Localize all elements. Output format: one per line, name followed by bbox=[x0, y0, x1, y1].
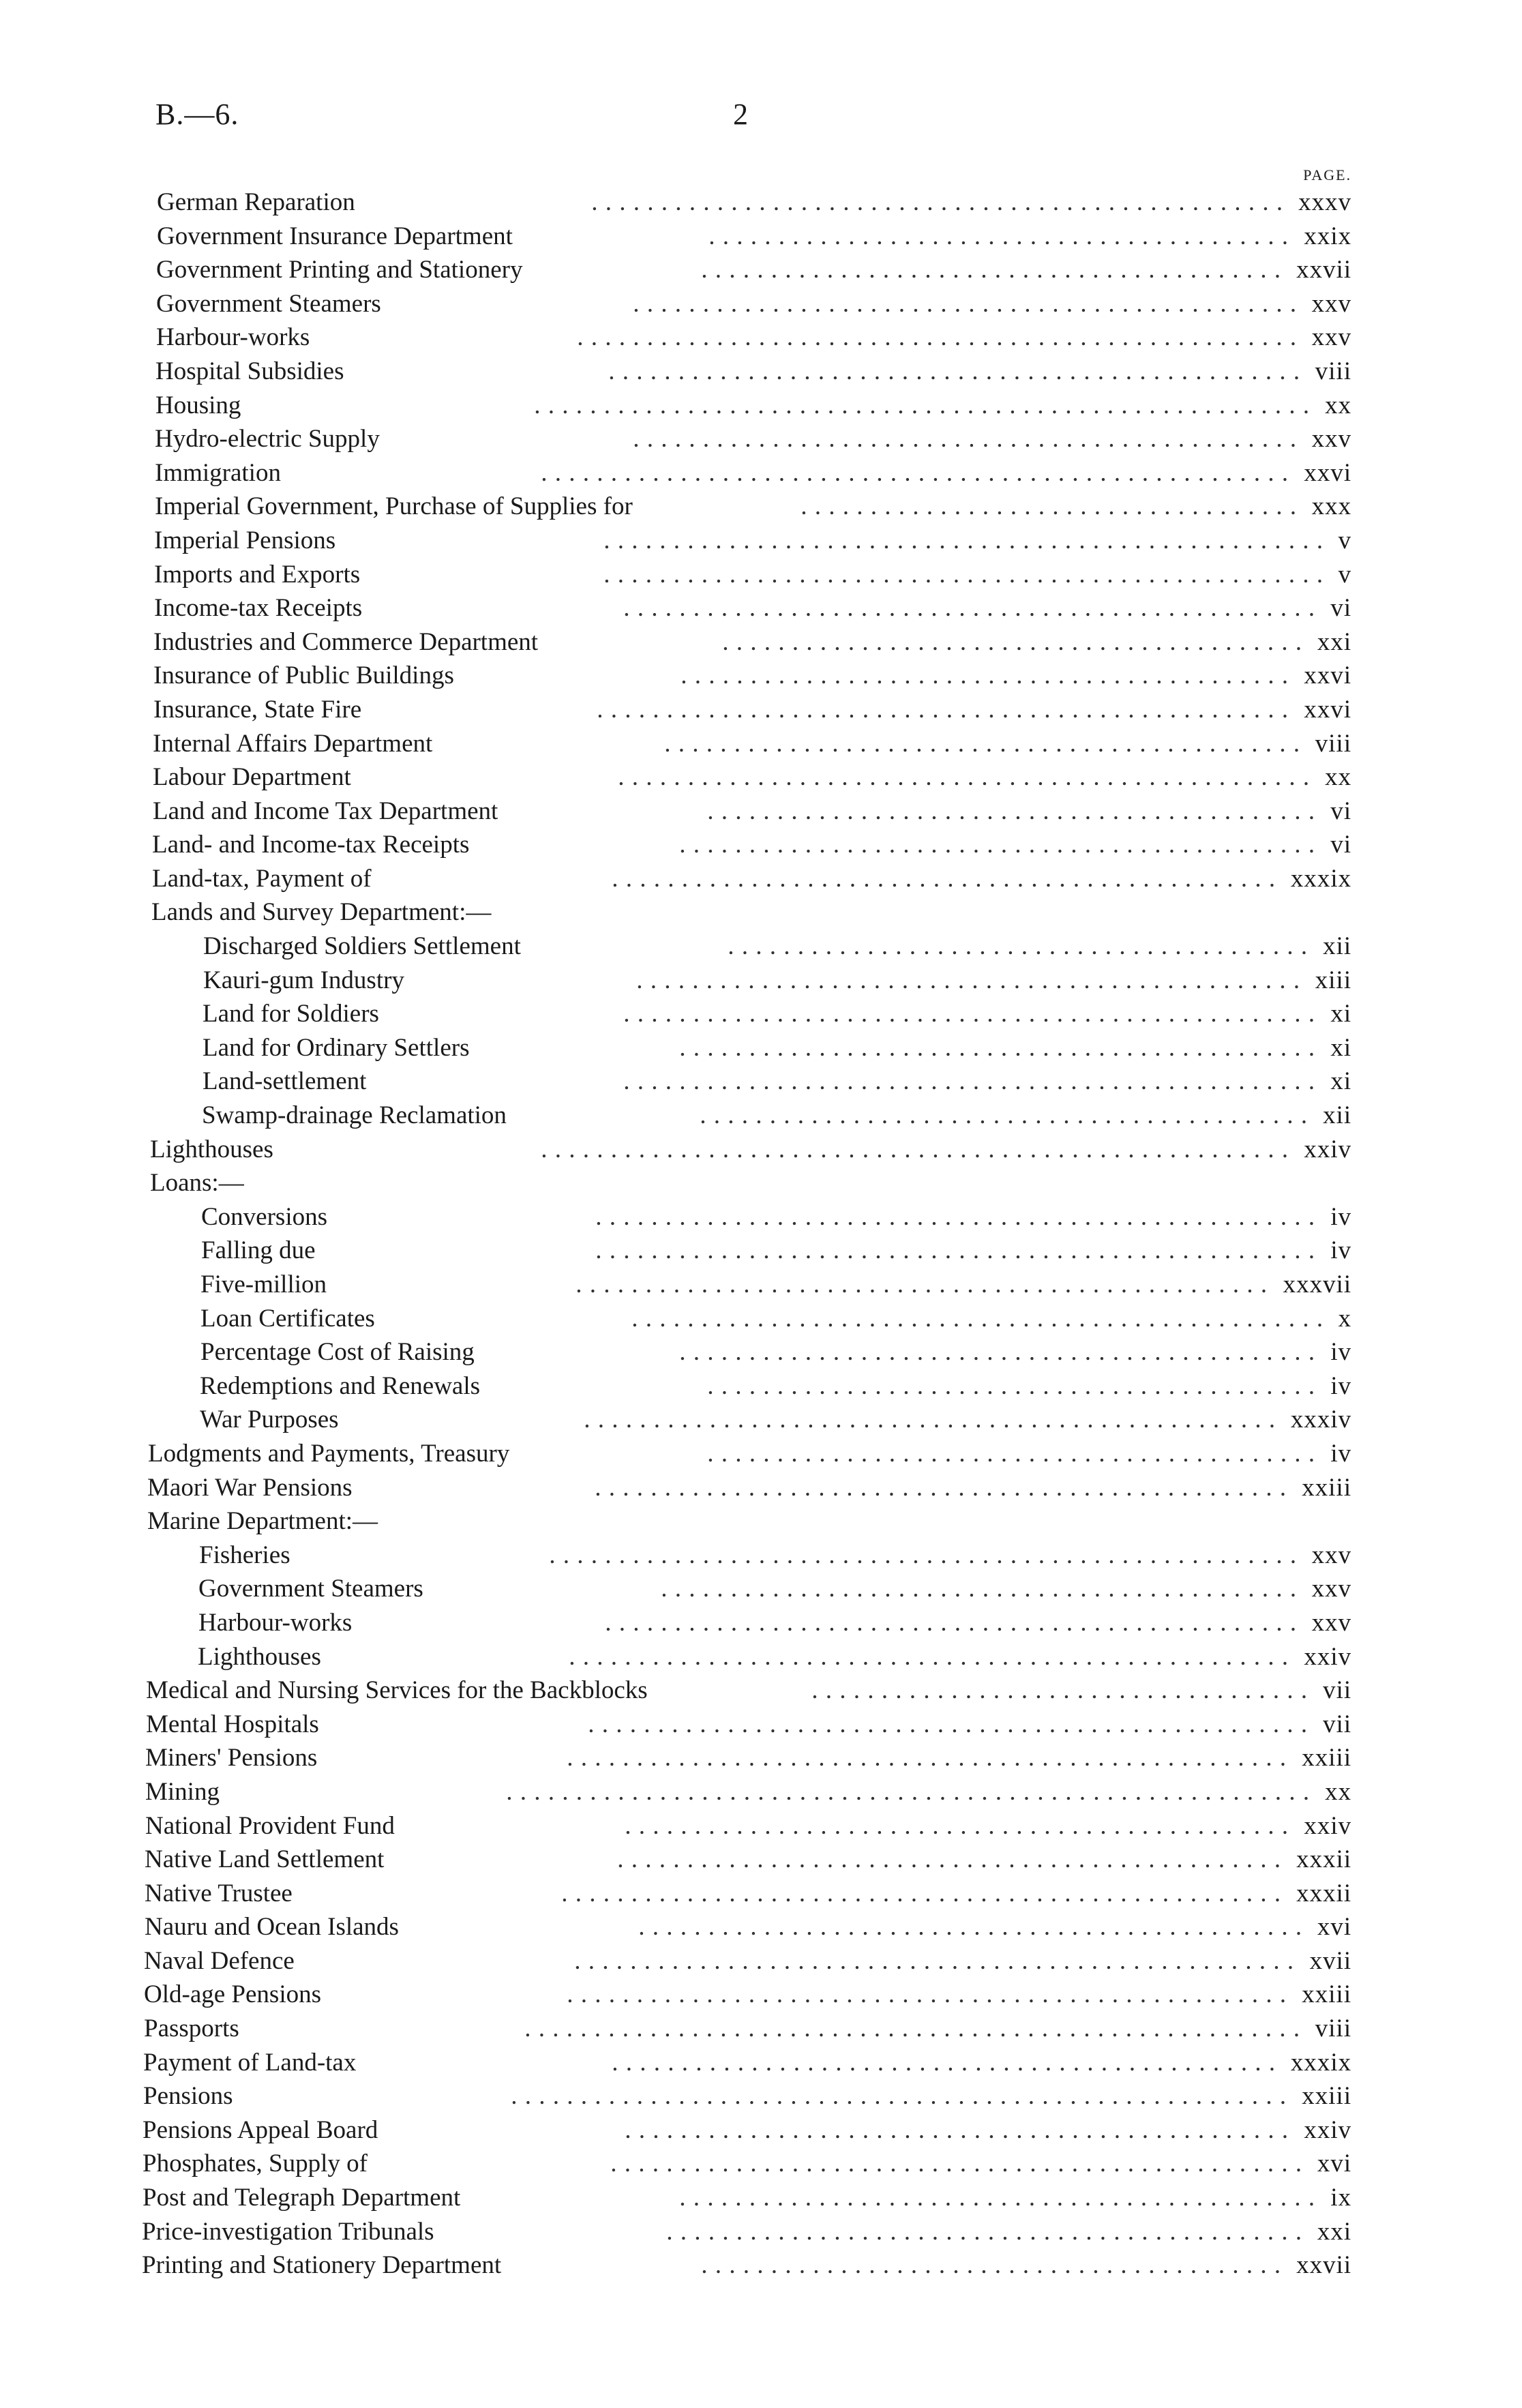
entry-label: Miners' Pensions bbox=[145, 1744, 318, 1772]
index-entry bbox=[0, 1471, 1522, 1505]
entry-page-ref: xxxix bbox=[1290, 2048, 1352, 2077]
entry-label: Native Trustee bbox=[145, 1879, 293, 1907]
entry-label: Nauru and Ocean Islands bbox=[145, 1913, 399, 1942]
dot-leader: . . . . . . . . . . . . . . . . . . . . . . . . . . . . . . . . . . . . . . . . . . . . . . . . . . bbox=[631, 1304, 1324, 1333]
index-entry bbox=[0, 1775, 1522, 1809]
dot-leader: . . . . . . . . . . . . . . . . . . . . . . . . . . . . . . . . . . . . . . . . . . . . . . . . . . bbox=[591, 188, 1283, 216]
dot-leader: . . . . . . . . . . . . . . . . . . . . . . . . . . . . . . . . . . . . . . . . . . . . . . . . . . . . . . bbox=[541, 1135, 1289, 1163]
index-entry bbox=[0, 862, 1522, 896]
entry-page-ref: xxxv bbox=[1298, 188, 1352, 216]
entry-label: Government Insurance Department bbox=[157, 222, 513, 250]
entry-page-ref: xvi bbox=[1317, 2150, 1352, 2178]
index-entry bbox=[0, 220, 1522, 254]
entry-page-ref: xi bbox=[1330, 1067, 1352, 1096]
entry-page-ref: xiii bbox=[1315, 966, 1352, 994]
entry-label: Lands and Survey Department:— bbox=[151, 898, 492, 927]
entry-label: Loans:— bbox=[150, 1169, 244, 1198]
entry-label: Mining bbox=[145, 1777, 220, 1806]
entry-page-ref: xxxii bbox=[1296, 1845, 1352, 1874]
entry-label: Hospital Subsidies bbox=[155, 357, 344, 385]
index-subentry bbox=[0, 1335, 1522, 1369]
dot-leader: . . . . . . . . . . . . . . . . . . . . . . . . . . . . . . . . . . . . bbox=[801, 492, 1297, 521]
dot-leader: . . . . . . . . . . . . . . . . . . . . . . . . . . . . . . . . . . . . . . . . . . . . . . bbox=[664, 729, 1300, 758]
dot-leader: . . . . . . . . . . . . . . . . . . . . . . . . . . . . . . . . . . . . . . . . . . . . . . . . . . bbox=[597, 695, 1289, 724]
dot-leader: . . . . . . . . . . . . . . . . . . . . . . . . . . . . . . . . . . . . . . . . . . bbox=[722, 627, 1302, 656]
index-entry bbox=[0, 2181, 1522, 2215]
dot-leader: . . . . . . . . . . . . . . . . . . . . . . . . . . . . . . . . . . . . . . . . . . . . . . . . . . . . . . . . . . bbox=[506, 1777, 1310, 1806]
index-entry bbox=[0, 2215, 1522, 2249]
entry-page-ref: xxi bbox=[1317, 2217, 1352, 2246]
entry-label: Insurance of Public Buildings bbox=[153, 662, 454, 690]
index-entry bbox=[0, 1708, 1522, 1742]
dot-leader: . . . . . . . . . . . . . . . . . . . . . . . . . . . . . . . . . . . . . . . . . . bbox=[708, 222, 1289, 250]
entry-page-ref: xxxvii bbox=[1283, 1270, 1352, 1298]
dot-leader: . . . . . . . . . . . . . . . . . . . . . . . . . . . . . . . . . . . . . . . . . . . . . . . . . . . . . . bbox=[549, 1541, 1297, 1569]
index-entry bbox=[0, 828, 1522, 862]
index-entry bbox=[0, 1504, 1522, 1539]
index-subentry bbox=[0, 1200, 1522, 1234]
document-code: B.—6. bbox=[155, 98, 239, 131]
entry-label: Lighthouses bbox=[198, 1642, 321, 1671]
dot-leader: . . . . . . . . . . . . . . . . . . . . . . . . . . . . . . . . . . . . . . . . . . . . . . . . . . bbox=[576, 1270, 1268, 1298]
entry-label: Loan Certificates bbox=[200, 1304, 375, 1333]
entry-label: Industries and Commerce Department bbox=[153, 627, 539, 656]
entry-page-ref: xii bbox=[1322, 1101, 1352, 1130]
entry-label: Phosphates, Supply of bbox=[143, 2150, 368, 2178]
entry-label: Income-tax Receipts bbox=[154, 594, 363, 623]
dot-leader: . . . . . . . . . . . . . . . . . . . . . . . . . . . . . . . . . . . . . . . . . . . . . . . . . . . . bbox=[561, 1879, 1281, 1907]
dot-leader: . . . . . . . . . . . . . . . . . . . . . . . . . . . . . . . . . . . . . . . . . . . . . . . . . . . . bbox=[603, 560, 1324, 589]
dot-leader: . . . . . . . . . . . . . . . . . . . . . . . . . . . . . . . . . . . . . . . . . . . . . . . . bbox=[638, 1913, 1302, 1942]
entry-page-ref: xxvi bbox=[1304, 458, 1352, 487]
entry-label: Land for Soldiers bbox=[203, 1000, 379, 1028]
index-entry bbox=[0, 558, 1522, 592]
index-entry bbox=[0, 2113, 1522, 2147]
index-entry bbox=[0, 524, 1522, 558]
index-subentry bbox=[0, 964, 1522, 998]
entry-page-ref: xxi bbox=[1317, 627, 1352, 656]
entry-label: Lighthouses bbox=[150, 1135, 273, 1163]
entry-label: Marine Department:— bbox=[147, 1507, 378, 1536]
dot-leader: . . . . . . . . . . . . . . . . . . . . . . . . . . . . . . . . . . . . . . . . . . . . . . . . . . . . . . . . bbox=[524, 2015, 1300, 2043]
entry-page-ref: xx bbox=[1325, 763, 1352, 792]
dot-leader: . . . . . . . . . . . . . . . . . . . . . . . . . . . . . . . . . . . . . . . . . . . . . . . . . . . . bbox=[588, 1710, 1308, 1738]
dot-leader: . . . . . . . . . . . . . . . . . . . . . . . . . . . . . . . . . . . . . . . . . . . . . . . . . . bbox=[605, 1608, 1297, 1637]
entry-page-ref: xxxiv bbox=[1290, 1406, 1352, 1434]
entry-page-ref: iv bbox=[1330, 1236, 1352, 1265]
entry-label: Land-settlement bbox=[203, 1067, 367, 1096]
index-subentry bbox=[0, 1369, 1522, 1403]
index-entry bbox=[0, 895, 1522, 930]
entry-label: Old-age Pensions bbox=[144, 1980, 321, 2009]
index-entry bbox=[0, 321, 1522, 355]
entry-page-ref: iv bbox=[1330, 1202, 1352, 1231]
dot-leader: . . . . . . . . . . . . . . . . . . . . . . . . . . . . . . . . . . . . . . . . . . . . . . . . bbox=[612, 864, 1276, 893]
entry-page-ref: xxiv bbox=[1304, 1642, 1352, 1671]
entry-page-ref: xxiv bbox=[1304, 2115, 1352, 2144]
index-entry bbox=[0, 456, 1522, 490]
entry-label: Imperial Pensions bbox=[154, 526, 336, 554]
entry-page-ref: iv bbox=[1330, 1371, 1352, 1400]
entry-label: Government Steamers bbox=[198, 1575, 423, 1603]
index-subentry bbox=[0, 1031, 1522, 1065]
index-subentry bbox=[0, 1640, 1522, 1674]
entry-label: Land and Income Tax Department bbox=[153, 797, 498, 825]
dot-leader: . . . . . . . . . . . . . . . . . . . . . . . . . . . . . . . . . . . . . . . . . . . . . . . . bbox=[625, 2115, 1289, 2144]
dot-leader: . . . . . . . . . . . . . . . . . . . . . . . . . . . . . . . . . . . . . . . . . . . . . . bbox=[679, 2184, 1315, 2212]
entry-page-ref: v bbox=[1338, 526, 1352, 554]
index-entry bbox=[0, 1166, 1522, 1200]
index-subentry bbox=[0, 1302, 1522, 1336]
entry-page-ref: xxvii bbox=[1296, 2251, 1352, 2280]
entry-label: Immigration bbox=[155, 458, 281, 487]
entry-page-ref: xxiii bbox=[1302, 1744, 1352, 1772]
entry-label: Maori War Pensions bbox=[147, 1473, 353, 1502]
dot-leader: . . . . . . . . . . . . . . . . . . . . . . . . . . . . . . . . . . . . . . . . . . . . bbox=[707, 1439, 1315, 1468]
entry-label: Fisheries bbox=[199, 1541, 290, 1569]
entry-label: Housing bbox=[155, 391, 241, 419]
index-subentry bbox=[0, 1065, 1522, 1099]
index-subentry bbox=[0, 1234, 1522, 1268]
entry-label: National Provident Fund bbox=[145, 1811, 395, 1840]
entry-label: Imports and Exports bbox=[154, 560, 361, 589]
dot-leader: . . . . . . . . . . . . . . . . . . . . . . . . . . . . . . . . . . . . . . . . . . . . . . bbox=[661, 1575, 1297, 1603]
dot-leader: . . . . . . . . . . . . . . . . . . . . . . . . . . . . . . . . . . . . . . . . . . . . . . . . . . bbox=[584, 1406, 1276, 1434]
index-entry bbox=[0, 2147, 1522, 2181]
entry-label: Native Land Settlement bbox=[145, 1845, 385, 1874]
entry-page-ref: xxxii bbox=[1296, 1879, 1352, 1907]
entry-label: Price-investigation Tribunals bbox=[142, 2217, 434, 2246]
index-subentry bbox=[0, 997, 1522, 1031]
index-entry bbox=[0, 659, 1522, 693]
index-subentry bbox=[0, 1539, 1522, 1573]
index-entry bbox=[0, 490, 1522, 524]
entry-label: Post and Telegraph Department bbox=[143, 2184, 461, 2212]
entry-page-ref: vii bbox=[1322, 1710, 1352, 1738]
index-entry bbox=[0, 287, 1522, 321]
index-entry bbox=[0, 591, 1522, 625]
dot-leader: . . . . . . . . . . . . . . . . . . . . . . . . . . . . . . . . . . . . . . . . . . . . . . . . . . . . bbox=[595, 1236, 1315, 1265]
dot-leader: . . . . . . . . . . . . . . . . . . . . . . . . . . . . . . . . . . . . . . . . . . . . . . . . bbox=[633, 425, 1297, 454]
entry-page-ref: xxiv bbox=[1304, 1811, 1352, 1840]
entry-page-ref: vi bbox=[1330, 831, 1352, 859]
entry-page-ref: xxiii bbox=[1302, 1473, 1352, 1502]
index-entry bbox=[0, 1978, 1522, 2012]
dot-leader: . . . . . . . . . . . . . . . . . . . . . . . . . . . . . . . . . . . . . . . . . . . . bbox=[707, 1371, 1315, 1400]
dot-leader: . . . . . . . . . . . . . . . . . . . . . . . . . . . . . . . . . . . . . . . . . . bbox=[701, 256, 1281, 284]
index-entry-list bbox=[0, 185, 1522, 2283]
entry-page-ref: xvii bbox=[1309, 1946, 1352, 1975]
entry-label: Falling due bbox=[201, 1236, 316, 1265]
index-entry bbox=[0, 355, 1522, 389]
index-entry bbox=[0, 1741, 1522, 1775]
entry-label: Land- and Income-tax Receipts bbox=[152, 831, 470, 859]
entry-label: Passports bbox=[144, 2015, 239, 2043]
index-entry bbox=[0, 760, 1522, 794]
dot-leader: . . . . . . . . . . . . . . . . . . . . . . . . . . . . . . . . . . . . . . . . . . . . . . . . bbox=[625, 1811, 1289, 1840]
entry-page-ref: xxxix bbox=[1290, 864, 1352, 893]
index-subentry bbox=[0, 1403, 1522, 1437]
entry-page-ref: xxv bbox=[1311, 1575, 1352, 1603]
index-entry bbox=[0, 727, 1522, 761]
index-subentry bbox=[0, 930, 1522, 964]
dot-leader: . . . . . . . . . . . . . . . . . . . . . . . . . . . . . . . . . . . . . . . . . . . . . . . . . . . . bbox=[595, 1202, 1315, 1231]
entry-label: German Reparation bbox=[157, 188, 355, 216]
index-entry bbox=[0, 794, 1522, 829]
dot-leader: . . . . . . . . . . . . . . . . . . . . . . . . . . . . . . . . . . . . . . . . . . . . . . . . . . . . bbox=[569, 1642, 1289, 1671]
entry-page-ref: xxix bbox=[1304, 222, 1352, 250]
entry-page-ref: xi bbox=[1330, 1033, 1352, 1062]
entry-page-ref: xxv bbox=[1311, 425, 1352, 454]
dot-leader: . . . . . . . . . . . . . . . . . . . . . . . . . . . . . . . . . . . . . . . . . . . . . . . . . . . . . . . . bbox=[511, 2082, 1287, 2111]
entry-page-ref: iv bbox=[1330, 1439, 1352, 1468]
entry-page-ref: xxiii bbox=[1302, 2082, 1352, 2111]
entry-page-ref: x bbox=[1338, 1304, 1352, 1333]
dot-leader: . . . . . . . . . . . . . . . . . . . . . . . . . . . . . . . . . . . . . . . . . . . . . . . . . . bbox=[608, 357, 1300, 385]
index-subentry bbox=[0, 1099, 1522, 1133]
entry-label: Harbour-works bbox=[156, 323, 310, 352]
entry-page-ref: xxvi bbox=[1304, 695, 1352, 724]
entry-label: Labour Department bbox=[153, 763, 351, 792]
index-entry bbox=[0, 1437, 1522, 1471]
dot-leader: . . . . . . . . . . . . . . . . . . . . . . . . . . . . . . . . . . . . . . . . . . . . . . . . . . bbox=[595, 1473, 1287, 1502]
entry-label: Payment of Land-tax bbox=[143, 2048, 357, 2077]
dot-leader: . . . . . . . . . . . . . . . . . . . . . . . . . . . . . . . . . . . . . . . . . . . . . . . . . . bbox=[623, 1000, 1315, 1028]
entry-label: Redemptions and Renewals bbox=[200, 1371, 481, 1400]
dot-leader: . . . . . . . . . . . . . . . . . . . . . . . . . . . . . . . . . . . . . . . . . . . . . . . . . . bbox=[623, 1067, 1315, 1096]
index-entry bbox=[0, 422, 1522, 456]
index-entry bbox=[0, 253, 1522, 287]
entry-label: Conversions bbox=[201, 1202, 327, 1231]
entry-label: Pensions Appeal Board bbox=[143, 2115, 378, 2144]
dot-leader: . . . . . . . . . . . . . . . . . . . . . . . . . . . . . . . . . . . . . . . . . . . . bbox=[681, 662, 1289, 690]
index-entry bbox=[0, 2046, 1522, 2080]
dot-leader: . . . . . . . . . . . . . . . . . . . . . . . . . . . . . . . . . . . . . . . . . . . . . . . . . . . . bbox=[567, 1744, 1287, 1772]
entry-page-ref: xxv bbox=[1311, 1608, 1352, 1637]
index-entry bbox=[0, 625, 1522, 659]
entry-label: Government Steamers bbox=[156, 289, 381, 318]
entry-page-ref: vii bbox=[1322, 1676, 1352, 1705]
entry-label: Insurance, State Fire bbox=[153, 695, 362, 724]
entry-label: Lodgments and Payments, Treasury bbox=[148, 1439, 510, 1468]
entry-label: War Purposes bbox=[200, 1406, 339, 1434]
entry-label: Harbour-works bbox=[198, 1608, 353, 1637]
entry-label: Government Printing and Stationery bbox=[156, 256, 523, 284]
dot-leader: . . . . . . . . . . . . . . . . . . . . . . . . . . . . . . . . . . . . . . . . . . . . . . . . . . . . . . bbox=[541, 458, 1289, 487]
dot-leader: . . . . . . . . . . . . . . . . . . . . . . . . . . . . . . . . . . . . . . . . . . . . . . . . . . . . bbox=[577, 323, 1297, 352]
entry-label: Naval Defence bbox=[144, 1946, 295, 1975]
page-column-heading: PAGE. bbox=[1303, 166, 1352, 183]
dot-leader: . . . . . . . . . . . . . . . . . . . . . . . . . . . . . . . . . . . . . . . . . . . . . . bbox=[679, 1338, 1315, 1367]
dot-leader: . . . . . . . . . . . . . . . . . . . . . . . . . . . . . . . . . . . . . . . . . . . . . . . . . . . . bbox=[603, 526, 1324, 554]
index-subentry bbox=[0, 1572, 1522, 1606]
dot-leader: . . . . . . . . . . . . . . . . . . . . . . . . . . . . . . . . . . . . bbox=[811, 1676, 1308, 1705]
dot-leader: . . . . . . . . . . . . . . . . . . . . . . . . . . . . . . . . . . . . . . . . . . bbox=[728, 932, 1308, 961]
entry-label: Mental Hospitals bbox=[146, 1710, 319, 1738]
page-number: 2 bbox=[733, 98, 748, 131]
entry-label: Pensions bbox=[143, 2082, 233, 2111]
index-subentry bbox=[0, 1606, 1522, 1640]
entry-label: Land-tax, Payment of bbox=[152, 864, 372, 893]
entry-label: Internal Affairs Department bbox=[153, 729, 433, 758]
dot-leader: . . . . . . . . . . . . . . . . . . . . . . . . . . . . . . . . . . . . . . . . . . . . . . . . bbox=[636, 966, 1300, 994]
dot-leader: . . . . . . . . . . . . . . . . . . . . . . . . . . . . . . . . . . . . . . . . . . . . . . . . . . . . bbox=[567, 1980, 1287, 2009]
entry-page-ref: iv bbox=[1330, 1338, 1352, 1367]
entry-page-ref: vi bbox=[1330, 797, 1352, 825]
entry-page-ref: xxvii bbox=[1296, 256, 1352, 284]
index-entry bbox=[0, 1877, 1522, 1911]
entry-label: Percentage Cost of Raising bbox=[200, 1338, 475, 1367]
dot-leader: . . . . . . . . . . . . . . . . . . . . . . . . . . . . . . . . . . . . . . . . . . . . . . . . . . bbox=[610, 2150, 1302, 2178]
dot-leader: . . . . . . . . . . . . . . . . . . . . . . . . . . . . . . . . . . . . . . . . . . . . . . . . . . . . bbox=[574, 1946, 1294, 1975]
entry-page-ref: xxiii bbox=[1302, 1980, 1352, 2009]
dot-leader: . . . . . . . . . . . . . . . . . . . . . . . . . . . . . . . . . . . . . . . . . . . . . . bbox=[666, 2217, 1302, 2246]
dot-leader: . . . . . . . . . . . . . . . . . . . . . . . . . . . . . . . . . . . . . . . . . . . . . . . . bbox=[617, 1845, 1281, 1874]
entry-page-ref: vi bbox=[1330, 594, 1352, 623]
dot-leader: . . . . . . . . . . . . . . . . . . . . . . . . . . . . . . . . . . . . . . . . . . . . . . . . bbox=[633, 289, 1297, 318]
dot-leader: . . . . . . . . . . . . . . . . . . . . . . . . . . . . . . . . . . . . . . . . . . . . bbox=[700, 1101, 1308, 1130]
entry-page-ref: xx bbox=[1325, 391, 1352, 419]
dot-leader: . . . . . . . . . . . . . . . . . . . . . . . . . . . . . . . . . . . . . . . . . . . . bbox=[707, 797, 1315, 825]
dot-leader: . . . . . . . . . . . . . . . . . . . . . . . . . . . . . . . . . . . . . . . . . . bbox=[701, 2251, 1281, 2280]
entry-label: Land for Ordinary Settlers bbox=[203, 1033, 470, 1062]
entry-label: Discharged Soldiers Settlement bbox=[203, 932, 521, 961]
index-entry bbox=[0, 1910, 1522, 1944]
entry-page-ref: xxv bbox=[1311, 289, 1352, 318]
entry-label: Hydro-electric Supply bbox=[155, 425, 380, 454]
index-entry bbox=[0, 2079, 1522, 2113]
index-entry bbox=[0, 693, 1522, 727]
entry-page-ref: xx bbox=[1325, 1777, 1352, 1806]
entry-label: Swamp-drainage Reclamation bbox=[202, 1101, 507, 1130]
entry-label: Printing and Stationery Department bbox=[142, 2251, 502, 2280]
dot-leader: . . . . . . . . . . . . . . . . . . . . . . . . . . . . . . . . . . . . . . . . . . . . . . . . . . bbox=[623, 594, 1315, 623]
index-entry bbox=[0, 2012, 1522, 2046]
index-entry bbox=[0, 1674, 1522, 1708]
entry-page-ref: viii bbox=[1315, 357, 1352, 385]
entry-page-ref: xxvi bbox=[1304, 662, 1352, 690]
entry-page-ref: viii bbox=[1315, 2015, 1352, 2043]
entry-page-ref: xii bbox=[1322, 932, 1352, 961]
index-entry bbox=[0, 185, 1522, 220]
entry-page-ref: ix bbox=[1330, 2184, 1352, 2212]
index-entry bbox=[0, 1809, 1522, 1843]
entry-page-ref: xxv bbox=[1311, 1541, 1352, 1569]
entry-page-ref: xi bbox=[1330, 1000, 1352, 1028]
entry-page-ref: xxx bbox=[1311, 492, 1352, 521]
entry-page-ref: v bbox=[1338, 560, 1352, 589]
dot-leader: . . . . . . . . . . . . . . . . . . . . . . . . . . . . . . . . . . . . . . . . . . . . . . . . . . . . . . . . bbox=[534, 391, 1310, 419]
index-entry bbox=[0, 389, 1522, 423]
entry-page-ref: xxiv bbox=[1304, 1135, 1352, 1163]
entry-label: Imperial Government, Purchase of Supplies for bbox=[155, 492, 633, 521]
entry-page-ref: xxv bbox=[1311, 323, 1352, 352]
index-entry bbox=[0, 1843, 1522, 1877]
entry-label: Five-million bbox=[200, 1270, 327, 1298]
entry-page-ref: xvi bbox=[1317, 1913, 1352, 1942]
index-subentry bbox=[0, 1268, 1522, 1302]
index-entry bbox=[0, 1133, 1522, 1167]
entry-label: Kauri-gum Industry bbox=[203, 966, 404, 994]
dot-leader: . . . . . . . . . . . . . . . . . . . . . . . . . . . . . . . . . . . . . . . . . . . . . . bbox=[679, 1033, 1315, 1062]
dot-leader: . . . . . . . . . . . . . . . . . . . . . . . . . . . . . . . . . . . . . . . . . . . . . . . . . . bbox=[618, 763, 1310, 792]
index-entry bbox=[0, 2248, 1522, 2283]
entry-page-ref: viii bbox=[1315, 729, 1352, 758]
dot-leader: . . . . . . . . . . . . . . . . . . . . . . . . . . . . . . . . . . . . . . . . . . . . . . . . bbox=[612, 2048, 1276, 2077]
dot-leader: . . . . . . . . . . . . . . . . . . . . . . . . . . . . . . . . . . . . . . . . . . . . . . bbox=[679, 831, 1315, 859]
index-entry bbox=[0, 1944, 1522, 1978]
entry-label: Medical and Nursing Services for the Backblocks bbox=[146, 1676, 648, 1705]
